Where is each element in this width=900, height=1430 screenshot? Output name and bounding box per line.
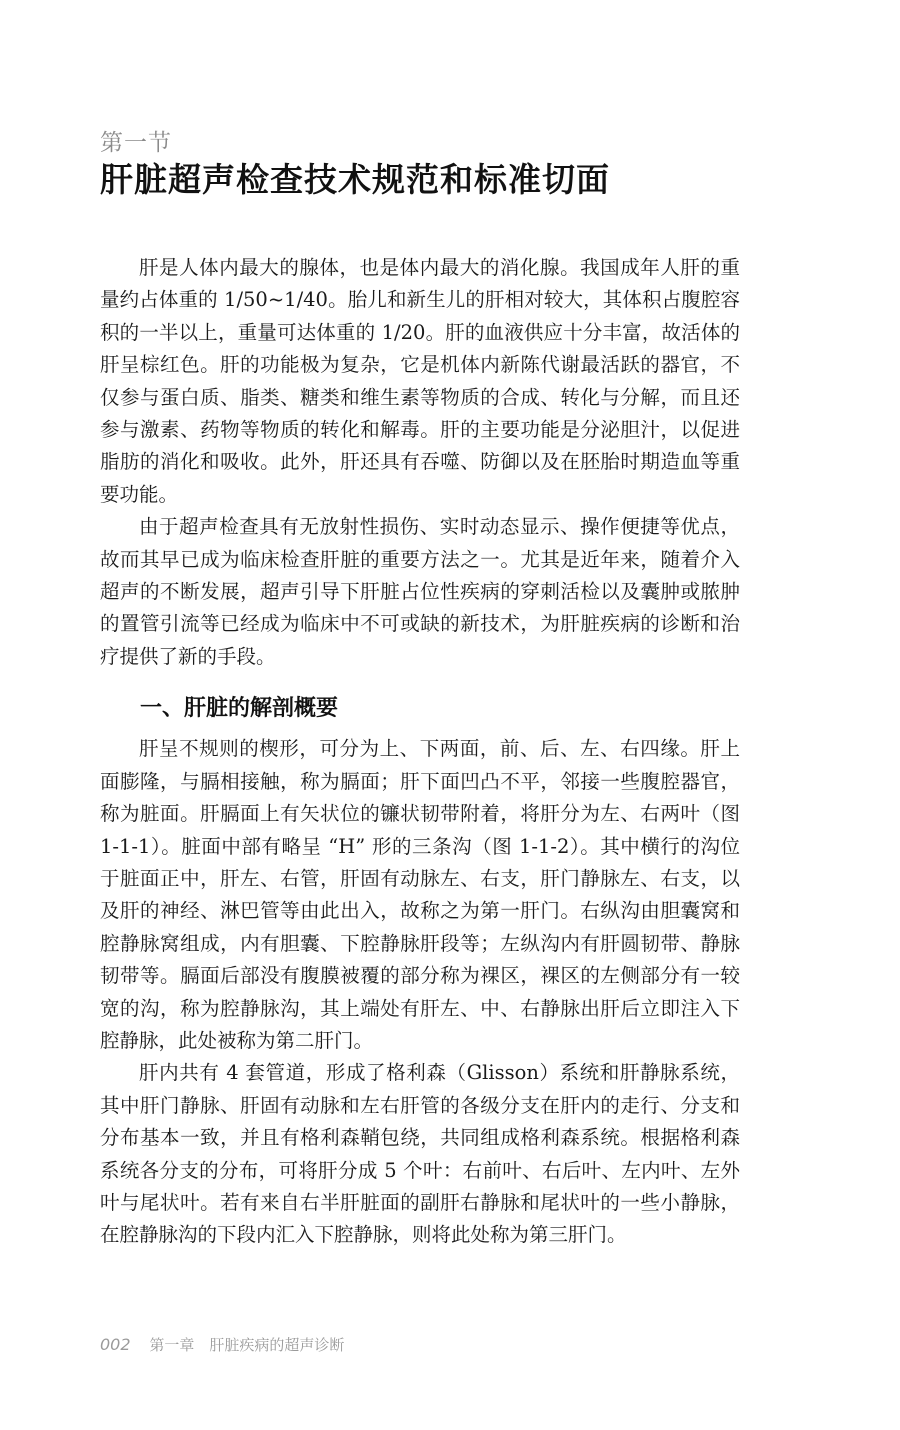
- section-title: 肝脏超声检查技术规范和标准切面: [100, 160, 610, 199]
- page-footer: [100, 1334, 344, 1355]
- anatomy-paragraph-2: 肝内共有 4 套管道，形成了格利森（Glisson）系统和肝静脉系统，其中肝门静脉、肝固有动脉和左右肝管的各级分支在肝内的走行、分支和分布基本一致，并且有格利森鞘包绕，共同组成格利森系统。根据格利森系统各分支的分布，可将肝分成 5 个叶：右前叶、右后叶、左内叶、左外叶与尾状叶。若有来自右半肝脏面的副肝右静脉和尾状叶的一些小静脉，在腔静脉沟的下段内汇入下腔静脉，则将此处称为第三肝门。: [100, 1061, 740, 1247]
- intro-paragraph-1: 肝是人体内最大的腺体，也是体内最大的消化腺。我国成年人肝的重量约占体重的 1/50~1/40。胎儿和新生儿的肝相对较大，其体积占腹腔容积的一半以上，重量可达体重的 1/20。肝的血液供应十分丰富，故活体的肝呈棕红色。肝的功能极为复杂，它是机体内新陈代谢最活跃的器官，不仅参与蛋白质、脂类、糖类和维生素等物质的合成、转化与分解，而且还参与激素、药物等物质的转化和解毒。肝的主要功能是分泌胆汁，以促进脂肪的消化和吸收。此外，肝还具有吞噬、防御以及在胚胎时期造血等重要功能。: [100, 256, 740, 506]
- page-body: [100, 252, 740, 1252]
- intro-paragraph-2: 由于超声检查具有无放射性损伤、实时动态显示、操作便捷等优点，故而其早已成为临床检查肝脏的重要方法之一。尤其是近年来，随着介入超声的不断发展，超声引导下肝脏占位性疾病的穿刺活检以及囊肿或脓肿的置管引流等已经成为临床中不可或缺的新技术，为肝脏疾病的诊断和治疗提供了新的手段。: [100, 515, 740, 668]
- subsection-heading: 一、肝脏的解剖概要: [140, 696, 339, 722]
- page-number: 002: [100, 1335, 131, 1354]
- anatomy-paragraph-1: 肝呈不规则的楔形，可分为上、下两面，前、后、左、右四缘。肝上面膨隆，与膈相接触，称为膈面；肝下面凹凸不平，邻接一些腹腔器官，称为脏面。肝膈面上有矢状位的镰状韧带附着，将肝分为左、右两叶（图 1-1-1）。脏面中部有略呈 “H” 形的三条沟（图 1-1-2）。其中横行的沟位于脏面正中，肝左、右管，肝固有动脉左、右支，肝门静脉左、右支，以及肝的神经、淋巴管等由此出入，故称之为第一肝门。右纵沟由胆囊窝和腔静脉窝组成，内有胆囊、下腔静脉肝段等；左纵沟内有肝圆韧带、静脉韧带等。膈面后部没有腹膜被覆的部分称为裸区，裸区的左侧部分有一较宽的沟，称为腔静脉沟，其上端处有肝左、中、右静脉出肝后立即注入下腔静脉，此处被称为第二肝门。: [100, 737, 740, 1052]
- chapter-title: 第一章 肝脏疾病的超声诊断: [149, 1336, 345, 1354]
- section-label: 第一节: [100, 130, 172, 156]
